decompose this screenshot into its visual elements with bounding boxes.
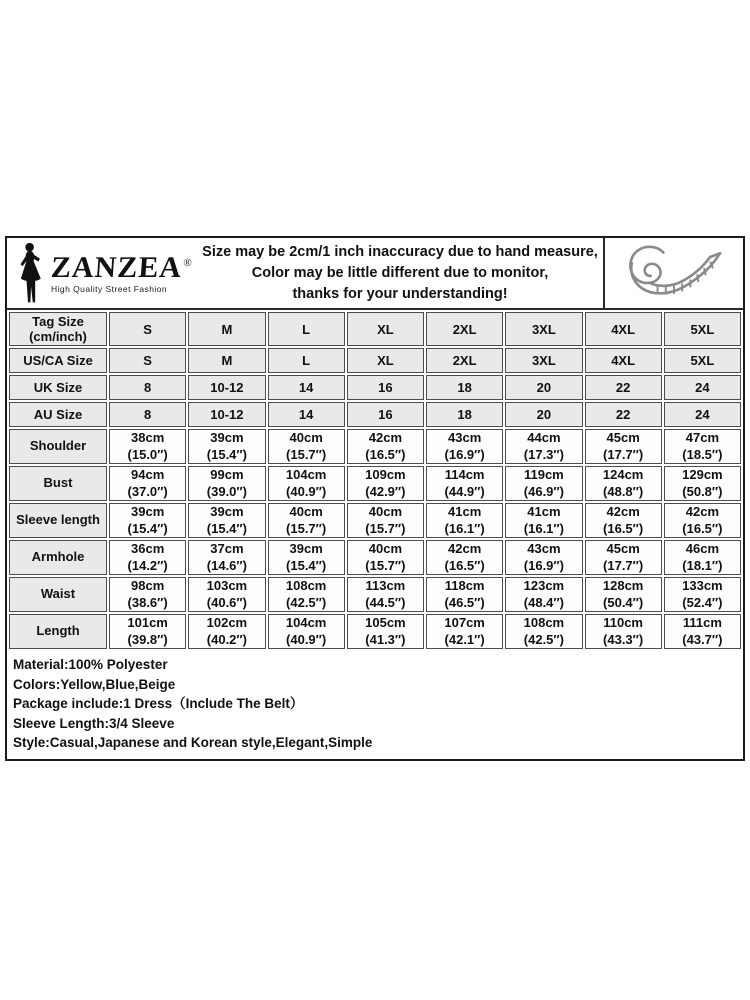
table-row — [9, 312, 741, 346]
size-cell: 101cm (39.8″) — [109, 614, 186, 649]
size-cell: 110cm (43.3″) — [585, 614, 662, 649]
size-cell: 124cm (48.8″) — [585, 466, 662, 501]
woman-silhouette-icon — [17, 242, 47, 304]
row-label: Waist — [9, 577, 107, 612]
size-cell: 40cm (15.7″) — [268, 429, 345, 464]
table-row — [9, 348, 741, 373]
size-cell: 133cm (52.4″) — [664, 577, 741, 612]
size-cell: 40cm (15.7″) — [268, 503, 345, 538]
size-cell: 44cm (17.3″) — [505, 429, 582, 464]
size-cell: 109cm (42.9″) — [347, 466, 424, 501]
table-row — [9, 429, 741, 464]
size-cell: 123cm (48.4″) — [505, 577, 582, 612]
measuring-tape-icon — [616, 241, 732, 305]
size-cell: 129cm (50.8″) — [664, 466, 741, 501]
size-cell: 39cm (15.4″) — [268, 540, 345, 575]
size-cell: 14 — [268, 402, 345, 427]
registered-mark: ® — [182, 256, 194, 269]
row-label: Bust — [9, 466, 107, 501]
size-cell: 108cm (42.5″) — [268, 577, 345, 612]
size-cell: 16 — [347, 402, 424, 427]
size-cell: 42cm (16.5″) — [426, 540, 503, 575]
size-cell: 10-12 — [188, 402, 265, 427]
size-cell: 43cm (16.9″) — [505, 540, 582, 575]
table-row — [9, 466, 741, 501]
row-label: Armhole — [9, 540, 107, 575]
product-info-line: Colors:Yellow,Blue,Beige — [13, 676, 176, 692]
row-label: US/CA Size — [9, 348, 107, 373]
size-cell: 8 — [109, 402, 186, 427]
brand-logo — [7, 238, 197, 308]
size-cell: 20 — [505, 375, 582, 400]
size-cell: 103cm (40.6″) — [188, 577, 265, 612]
size-cell: 3XL — [505, 348, 582, 373]
size-cell: 39cm (15.4″) — [188, 429, 265, 464]
size-cell: 102cm (40.2″) — [188, 614, 265, 649]
size-cell: 42cm (16.5″) — [585, 503, 662, 538]
size-cell: 2XL — [426, 348, 503, 373]
disclaimer-text — [197, 238, 603, 308]
row-label: Sleeve length — [9, 503, 107, 538]
size-cell: 24 — [664, 402, 741, 427]
table-row — [9, 614, 741, 649]
size-cell: 18 — [426, 402, 503, 427]
size-cell: 105cm (41.3″) — [347, 614, 424, 649]
size-cell: 22 — [585, 375, 662, 400]
product-info-line: Style:Casual,Japanese and Korean style,Elegant,Simple — [13, 735, 373, 750]
size-cell: 46cm (18.1″) — [664, 540, 741, 575]
size-cell: M — [188, 312, 265, 346]
size-cell: S — [109, 312, 186, 346]
size-cell: 108cm (42.5″) — [505, 614, 582, 649]
size-cell: 42cm (16.5″) — [347, 429, 424, 464]
size-cell: 3XL — [505, 312, 582, 346]
size-cell: 114cm (44.9″) — [426, 466, 503, 501]
size-cell: 39cm (15.4″) — [109, 503, 186, 538]
row-label: Shoulder — [9, 429, 107, 464]
size-cell: 38cm (15.0″) — [109, 429, 186, 464]
size-cell: 4XL — [585, 312, 662, 346]
size-cell: 119cm (46.9″) — [505, 466, 582, 501]
size-cell: 43cm (16.9″) — [426, 429, 503, 464]
size-cell: 4XL — [585, 348, 662, 373]
size-cell: L — [268, 312, 345, 346]
disclaimer-line: thanks for your understanding! — [292, 285, 508, 302]
size-cell: 104cm (40.9″) — [268, 466, 345, 501]
size-cell: 128cm (50.4″) — [585, 577, 662, 612]
size-cell: 42cm (16.5″) — [664, 503, 741, 538]
header — [7, 238, 743, 310]
table-row — [9, 540, 741, 575]
size-cell: 5XL — [664, 348, 741, 373]
size-cell: 36cm (14.2″) — [109, 540, 186, 575]
size-cell: 14 — [268, 375, 345, 400]
disclaimer-line: Color may be little different due to monitor, — [251, 264, 549, 281]
table-row — [9, 375, 741, 400]
size-cell: 18 — [426, 375, 503, 400]
size-cell: 2XL — [426, 312, 503, 346]
product-info-line: Material:100% Polyester — [13, 657, 168, 672]
size-cell: 37cm (14.6″) — [188, 540, 265, 575]
product-info-line: Sleeve Length:3/4 Sleeve — [13, 715, 175, 731]
size-cell: 94cm (37.0″) — [109, 466, 186, 501]
size-cell: 111cm (43.7″) — [664, 614, 741, 649]
size-cell: 41cm (16.1″) — [505, 503, 582, 538]
size-cell: 104cm (40.9″) — [268, 614, 345, 649]
size-cell: 22 — [585, 402, 662, 427]
size-cell: 40cm (15.7″) — [347, 503, 424, 538]
size-chart-table — [7, 310, 743, 651]
size-cell: 40cm (15.7″) — [347, 540, 424, 575]
row-label: AU Size — [9, 402, 107, 427]
size-cell: 113cm (44.5″) — [347, 577, 424, 612]
size-cell: 24 — [664, 375, 741, 400]
size-cell: 39cm (15.4″) — [188, 503, 265, 538]
product-info-line: Package include:1 Dress（Include The Belt） — [13, 696, 304, 711]
size-cell: L — [268, 348, 345, 373]
size-cell: 118cm (46.5″) — [426, 577, 503, 612]
size-cell: 8 — [109, 375, 186, 400]
row-label: Length — [9, 614, 107, 649]
product-info — [7, 651, 743, 759]
table-row — [9, 577, 741, 612]
row-label: Tag Size (cm/inch) — [9, 312, 107, 346]
size-cell: 99cm (39.0″) — [188, 466, 265, 501]
size-cell: 98cm (38.6″) — [109, 577, 186, 612]
tape-cell — [603, 238, 743, 308]
brand-tagline: High Quality Street Fashion — [51, 283, 168, 294]
brand-text — [49, 250, 194, 294]
size-cell: 107cm (42.1″) — [426, 614, 503, 649]
size-cell: XL — [347, 312, 424, 346]
brand-name: ZANZEA® — [49, 250, 194, 284]
table-row — [9, 402, 741, 427]
size-cell: 16 — [347, 375, 424, 400]
disclaimer-line: Size may be 2cm/1 inch inaccuracy due to hand measure, — [202, 243, 598, 260]
size-cell: 45cm (17.7″) — [585, 540, 662, 575]
size-cell: 47cm (18.5″) — [664, 429, 741, 464]
row-label: UK Size — [9, 375, 107, 400]
size-cell: 20 — [505, 402, 582, 427]
size-chart-panel — [5, 236, 745, 761]
size-cell: 45cm (17.7″) — [585, 429, 662, 464]
size-cell: M — [188, 348, 265, 373]
size-cell: S — [109, 348, 186, 373]
size-cell: 41cm (16.1″) — [426, 503, 503, 538]
size-cell: 10-12 — [188, 375, 265, 400]
table-row — [9, 503, 741, 538]
size-cell: 5XL — [664, 312, 741, 346]
size-cell: XL — [347, 348, 424, 373]
